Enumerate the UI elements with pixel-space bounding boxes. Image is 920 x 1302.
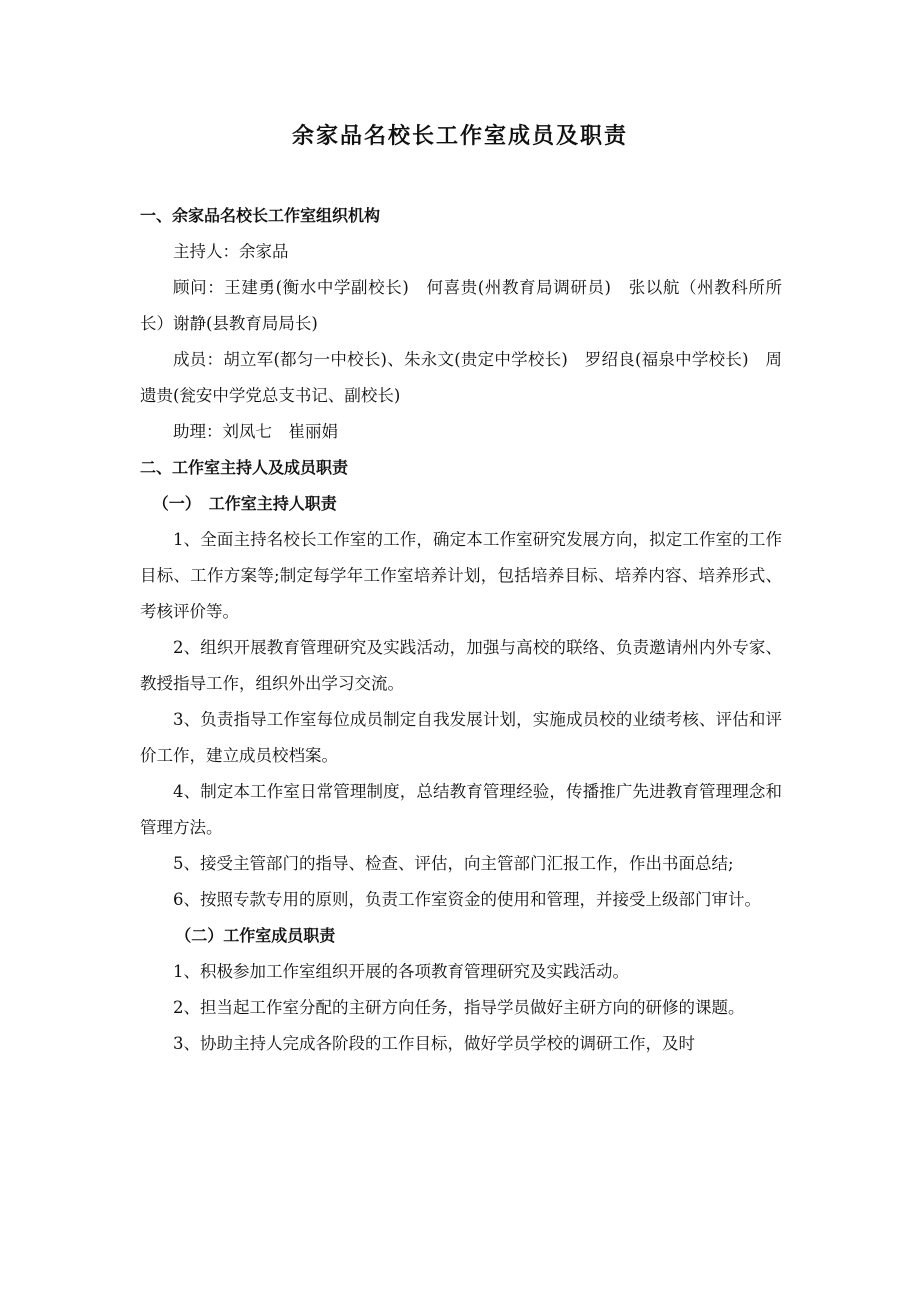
subsection-2-heading: （二）工作室成员职责 — [175, 926, 336, 945]
member-duty-item: 1、积极参加工作室组织开展的各项教育管理研究及实践活动。 — [173, 962, 629, 981]
host-duty-item: 6、按照专款专用的原则，负责工作室资金的使用和管理，并接受上级部门审计。 — [173, 890, 761, 909]
member-duty-item: 2、担当起工作室分配的主研方向任务，指导学员做好主研方向的研修的课题。 — [173, 998, 745, 1017]
host-duty-item: 4、制定本工作室日常管理制度，总结教育管理经验，传播推广先进教育管理理念和管理方法。 — [140, 782, 782, 837]
host-duty-item: 5、接受主管部门的指导、检查、评估，向主管部门汇报工作，作出书面总结; — [173, 854, 734, 873]
document-title: 余家品名校长工作室成员及职责 — [291, 123, 628, 149]
member-duty-item: 3、协助主持人完成各阶段的工作目标，做好学员学校的调研工作，及时 — [173, 1034, 695, 1053]
document-body — [140, 198, 782, 1062]
section-1-heading: 一、余家品名校长工作室组织机构 — [140, 206, 381, 225]
host-duty-item: 1、全面主持名校长工作室的工作，确定本工作室研究发展方向，拟定工作室的工作目标、工作方案等;制定每学年工作室培养计划，包括培养目标、培养内容、培养形式、考核评价等。 — [140, 530, 782, 621]
assistants-line: 助理：刘凤七 崔丽娟 — [173, 422, 338, 441]
host-duty-item: 2、组织开展教育管理研究及实践活动，加强与高校的联络、负责邀请州内外专家、教授指导工作，组织外出学习交流。 — [140, 638, 782, 693]
host-line: 主持人：余家品 — [173, 242, 289, 261]
host-duty-item: 3、负责指导工作室每位成员制定自我发展计划，实施成员校的业绩考核、评估和评价工作，建立成员校档案。 — [140, 710, 782, 765]
section-2-heading: 二、工作室主持人及成员职责 — [140, 458, 349, 477]
advisors-paragraph: 顾问：王建勇(衡水中学副校长) 何喜贵(州教育局调研员) 张以航（州教科所所长）谢静(县教育局局长) — [140, 278, 782, 333]
members-paragraph: 成员：胡立军(都匀一中校长)、朱永文(贵定中学校长) 罗绍良(福泉中学校长) 周遗贵(瓮安中学党总支书记、副校长) — [140, 350, 782, 405]
subsection-1-heading: （一） 工作室主持人职责 — [152, 494, 337, 513]
